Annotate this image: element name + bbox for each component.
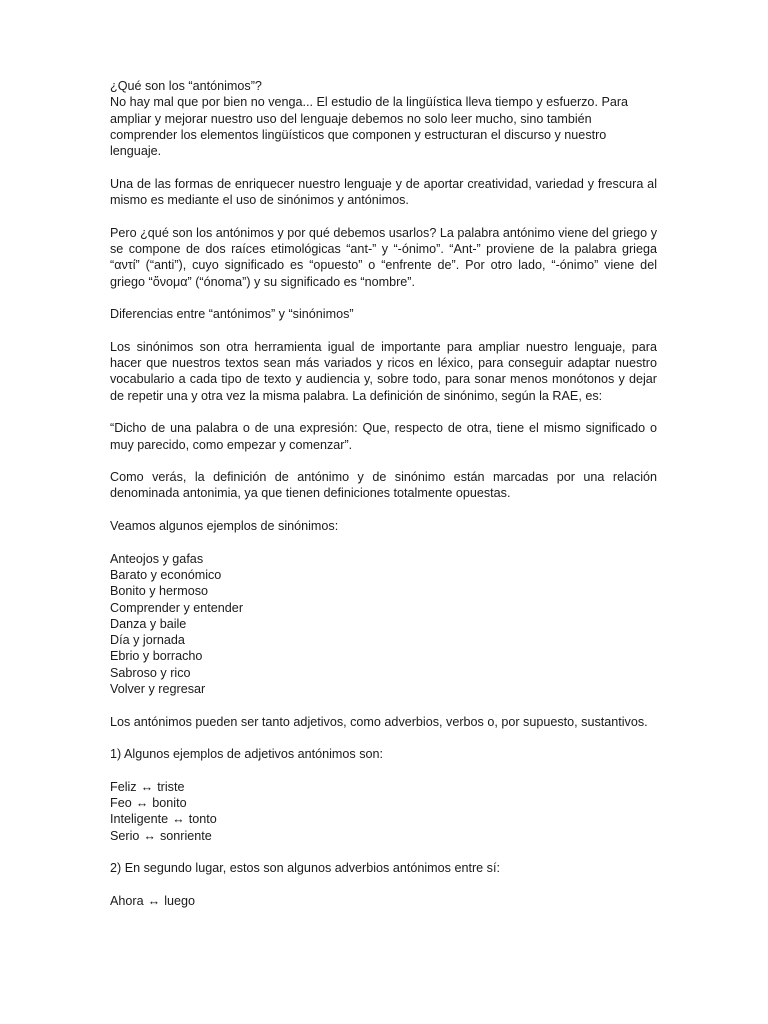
adjectives-intro: 1) Algunos ejemplos de adjetivos antónimos son: bbox=[110, 747, 384, 762]
adverbs-intro: 2) En segundo lugar, estos son algunos adverbios antónimos entre sí: bbox=[110, 861, 500, 876]
pair-word-b: tonto bbox=[188, 812, 217, 827]
rae-definition-quote: “Dicho de una palabra o de una expresión: Que, respecto de otra, tiene el mismo significado o muy parecido, como empezar y comenzar”. bbox=[110, 421, 657, 452]
double-arrow-icon: ↔ bbox=[147, 893, 161, 908]
double-arrow-icon: ↔ bbox=[143, 828, 156, 843]
section-heading-differences: Diferencias entre “antónimos” y “sinónimos” bbox=[110, 307, 354, 322]
document-title: ¿Qué son los “antónimos”? bbox=[110, 79, 262, 93]
list-item: Ebrio y borracho bbox=[110, 649, 203, 664]
intro-paragraph: No hay mal que por bien no venga... El estudio de la lingüística lleva tiempo y esfuerzo. Para ampliar y mejorar nuestro uso del lenguaje debemos no solo leer mucho, sino también comprender los elementos lingüísticos que componen y estructuran el discurso y nuestro lenguaje. bbox=[110, 95, 629, 159]
list-item: Sabroso y rico bbox=[110, 665, 191, 680]
paragraph-antonymy: Como verás, la definición de antónimo y de sinónimo están marcadas por una relación denominada antonimia, ya que tienen definiciones totalmente opuestas. bbox=[110, 470, 657, 501]
adverbs-list bbox=[110, 893, 657, 909]
list-item: Barato y económico bbox=[110, 567, 222, 582]
pair-word-a: Serio bbox=[110, 828, 140, 843]
document-title-block bbox=[110, 78, 657, 159]
list-item: Día y jornada bbox=[110, 633, 185, 648]
pair-word-b: bonito bbox=[152, 796, 187, 811]
double-arrow-icon: ↔ bbox=[135, 796, 149, 811]
list-item bbox=[110, 893, 657, 909]
list-item: Bonito y hermoso bbox=[110, 584, 209, 599]
synonyms-list bbox=[110, 551, 657, 698]
pair-word-b: triste bbox=[157, 779, 185, 794]
paragraph-antonym-types: Los antónimos pueden ser tanto adjetivos, como adverbios, verbos o, por supuesto, sustantivos. bbox=[110, 714, 648, 729]
pair-word-a: Ahora bbox=[110, 893, 144, 908]
paragraph-etymology: Pero ¿qué son los antónimos y por qué debemos usarlos? La palabra antónimo viene del griego y se compone de dos raíces etimológicas “ant-” y “-ónimo”. “Ant-” proviene de la palabra griega “αντί” (“anti”), cuyo significado es “opuesto” o “enfrente de”. Por otro lado, “-ónimo” viene del griego “ὄνομα” (“ónoma”) y su significado es “nombre”. bbox=[110, 225, 657, 289]
double-arrow-icon: ↔ bbox=[172, 812, 185, 827]
list-item bbox=[110, 811, 657, 827]
list-item: Comprender y entender bbox=[110, 600, 244, 615]
pair-word-b: sonriente bbox=[160, 828, 212, 843]
synonyms-intro: Veamos algunos ejemplos de sinónimos: bbox=[110, 519, 339, 534]
pair-word-a: Feliz bbox=[110, 779, 137, 794]
double-arrow-icon: ↔ bbox=[140, 779, 154, 794]
document-page bbox=[110, 78, 657, 925]
list-item bbox=[110, 779, 657, 795]
pair-word-b: luego bbox=[164, 893, 196, 908]
list-item: Danza y baile bbox=[110, 616, 187, 631]
paragraph-synonyms-tool: Los sinónimos son otra herramienta igual de importante para ampliar nuestro lenguaje, para hacer que nuestros textos sean más variados y ricos en léxico, para conseguir adaptar nuestro vocabulario a cada tipo de texto y audiencia y, sobre todo, para sonar menos monótonos y dejar de repetir una y otra vez la misma palabra. La definición de sinónimo, según la RAE, es: bbox=[110, 339, 657, 403]
list-item: Anteojos y gafas bbox=[110, 551, 204, 566]
adjectives-list bbox=[110, 779, 657, 844]
pair-word-a: Inteligente bbox=[110, 812, 169, 827]
list-item: Volver y regresar bbox=[110, 681, 206, 696]
pair-word-a: Feo bbox=[110, 796, 132, 811]
list-item bbox=[110, 795, 657, 811]
paragraph-enrich-language: Una de las formas de enriquecer nuestro lenguaje y de aportar creatividad, variedad y frescura al mismo es mediante el uso de sinónimos y antónimos. bbox=[110, 176, 657, 208]
list-item bbox=[110, 828, 657, 844]
